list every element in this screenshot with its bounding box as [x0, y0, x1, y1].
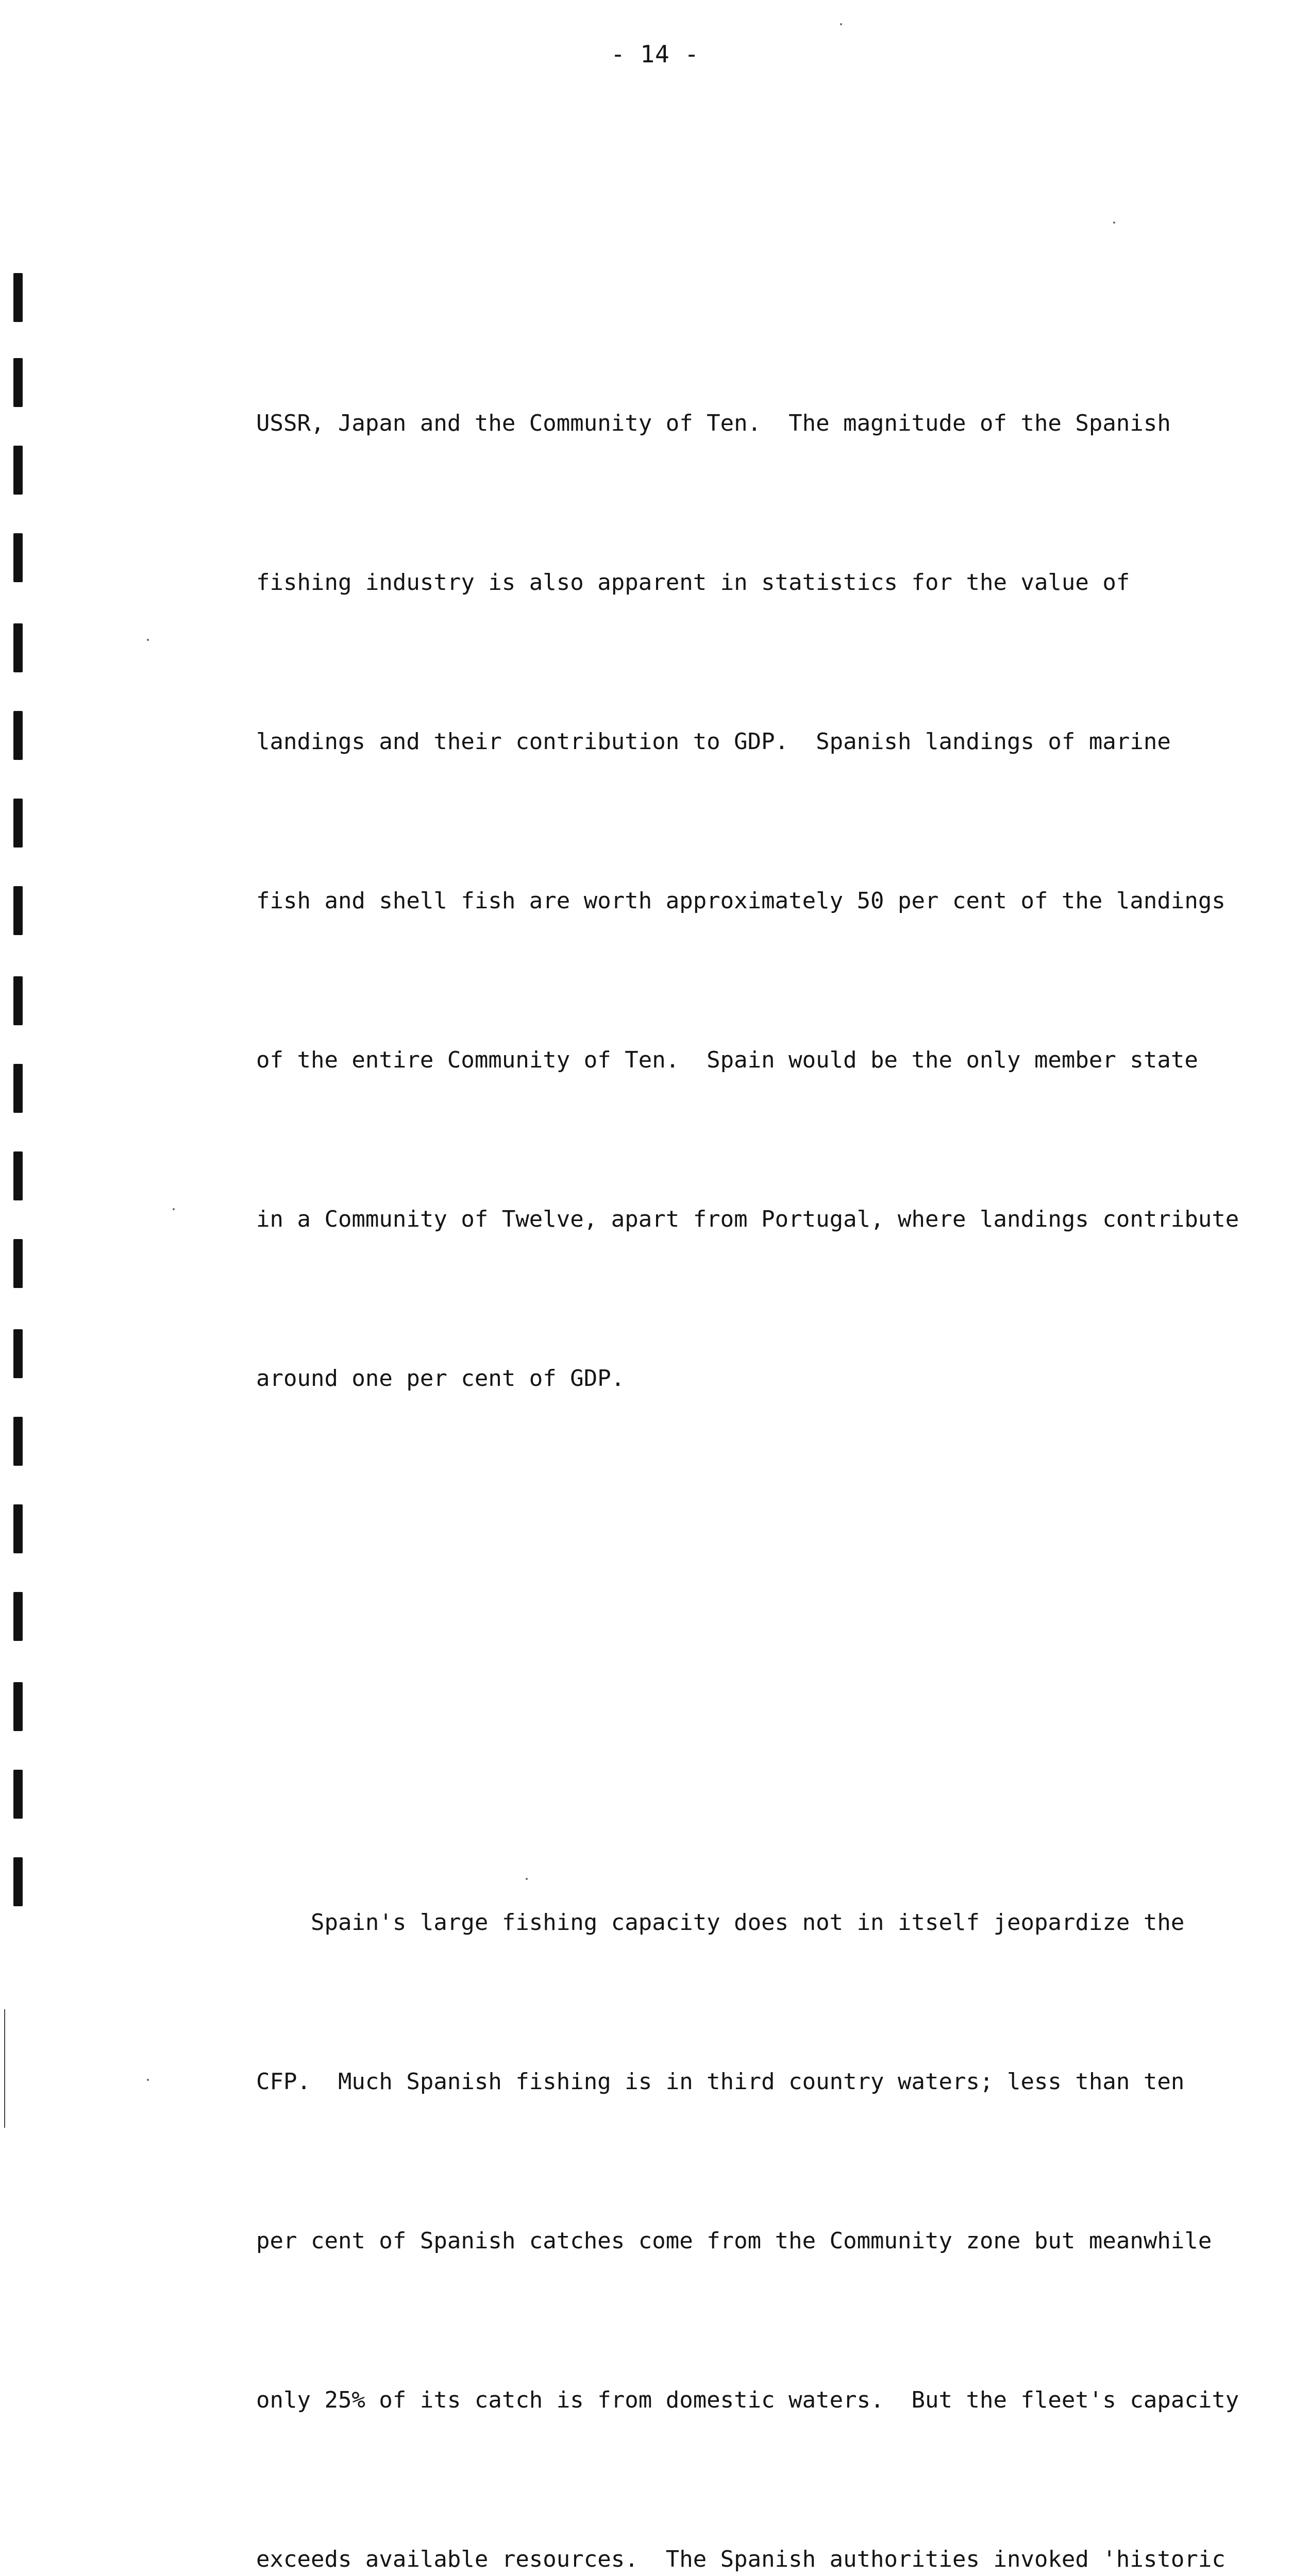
- margin-bar: [13, 1417, 23, 1466]
- scan-speck: [147, 639, 149, 641]
- scan-edge-mark: [4, 2009, 5, 2128]
- page-number: - 14 -: [611, 40, 699, 68]
- paragraph-gap: [256, 1617, 1215, 1631]
- scan-speck: [840, 23, 842, 25]
- text-line: per cent of Spanish catches come from the Community zone but meanwhile: [256, 2228, 1212, 2254]
- text-line: around one per cent of GDP.: [256, 1365, 625, 1392]
- text-line: only 25% of its catch is from domestic waters. But the fleet's capacity: [256, 2387, 1239, 2413]
- paragraph: [256, 1790, 1239, 2576]
- margin-bar: [13, 1857, 23, 1906]
- text-line: CFP. Much Spanish fishing is in third country waters; less than ten: [256, 2069, 1185, 2095]
- margin-bar: [13, 976, 23, 1025]
- paragraph: [256, 291, 1239, 1511]
- margin-bar: [13, 1682, 23, 1731]
- margin-change-bars: [0, 0, 41, 2173]
- text-line: USSR, Japan and the Community of Ten. The magnitude of the Spanish: [256, 410, 1171, 436]
- text-line: fish and shell fish are worth approximately 50 per cent of the landings: [256, 888, 1225, 914]
- margin-bar: [13, 1064, 23, 1113]
- text-line: landings and their contribution to GDP. Spanish landings of marine: [256, 728, 1171, 755]
- scan-speck: [147, 2079, 149, 2081]
- margin-bar: [13, 799, 23, 848]
- margin-bar: [13, 623, 23, 672]
- margin-bar: [13, 1770, 23, 1819]
- text-line: exceeds available resources. The Spanish authorities invoked 'historic: [256, 2546, 1225, 2572]
- margin-bar: [13, 886, 23, 935]
- scan-speck: [173, 1208, 175, 1210]
- margin-bar: [13, 1504, 23, 1553]
- margin-bar: [13, 1239, 23, 1288]
- margin-bar: [13, 533, 23, 582]
- margin-bar: [13, 1592, 23, 1641]
- text-line: fishing industry is also apparent in statistics for the value of: [256, 569, 1130, 596]
- margin-bar: [13, 358, 23, 407]
- text-line: in a Community of Twelve, apart from Portugal, where landings contribute: [256, 1206, 1239, 1232]
- margin-bar: [13, 1151, 23, 1200]
- body-text: [256, 131, 1239, 2576]
- text-line: of the entire Community of Ten. Spain would be the only member state: [256, 1047, 1198, 1073]
- margin-bar: [13, 446, 23, 495]
- margin-bar: [13, 711, 23, 760]
- margin-bar: [13, 273, 23, 322]
- margin-bar: [13, 1329, 23, 1378]
- text-line: Spain's large fishing capacity does not in itself jeopardize the: [256, 1909, 1185, 1936]
